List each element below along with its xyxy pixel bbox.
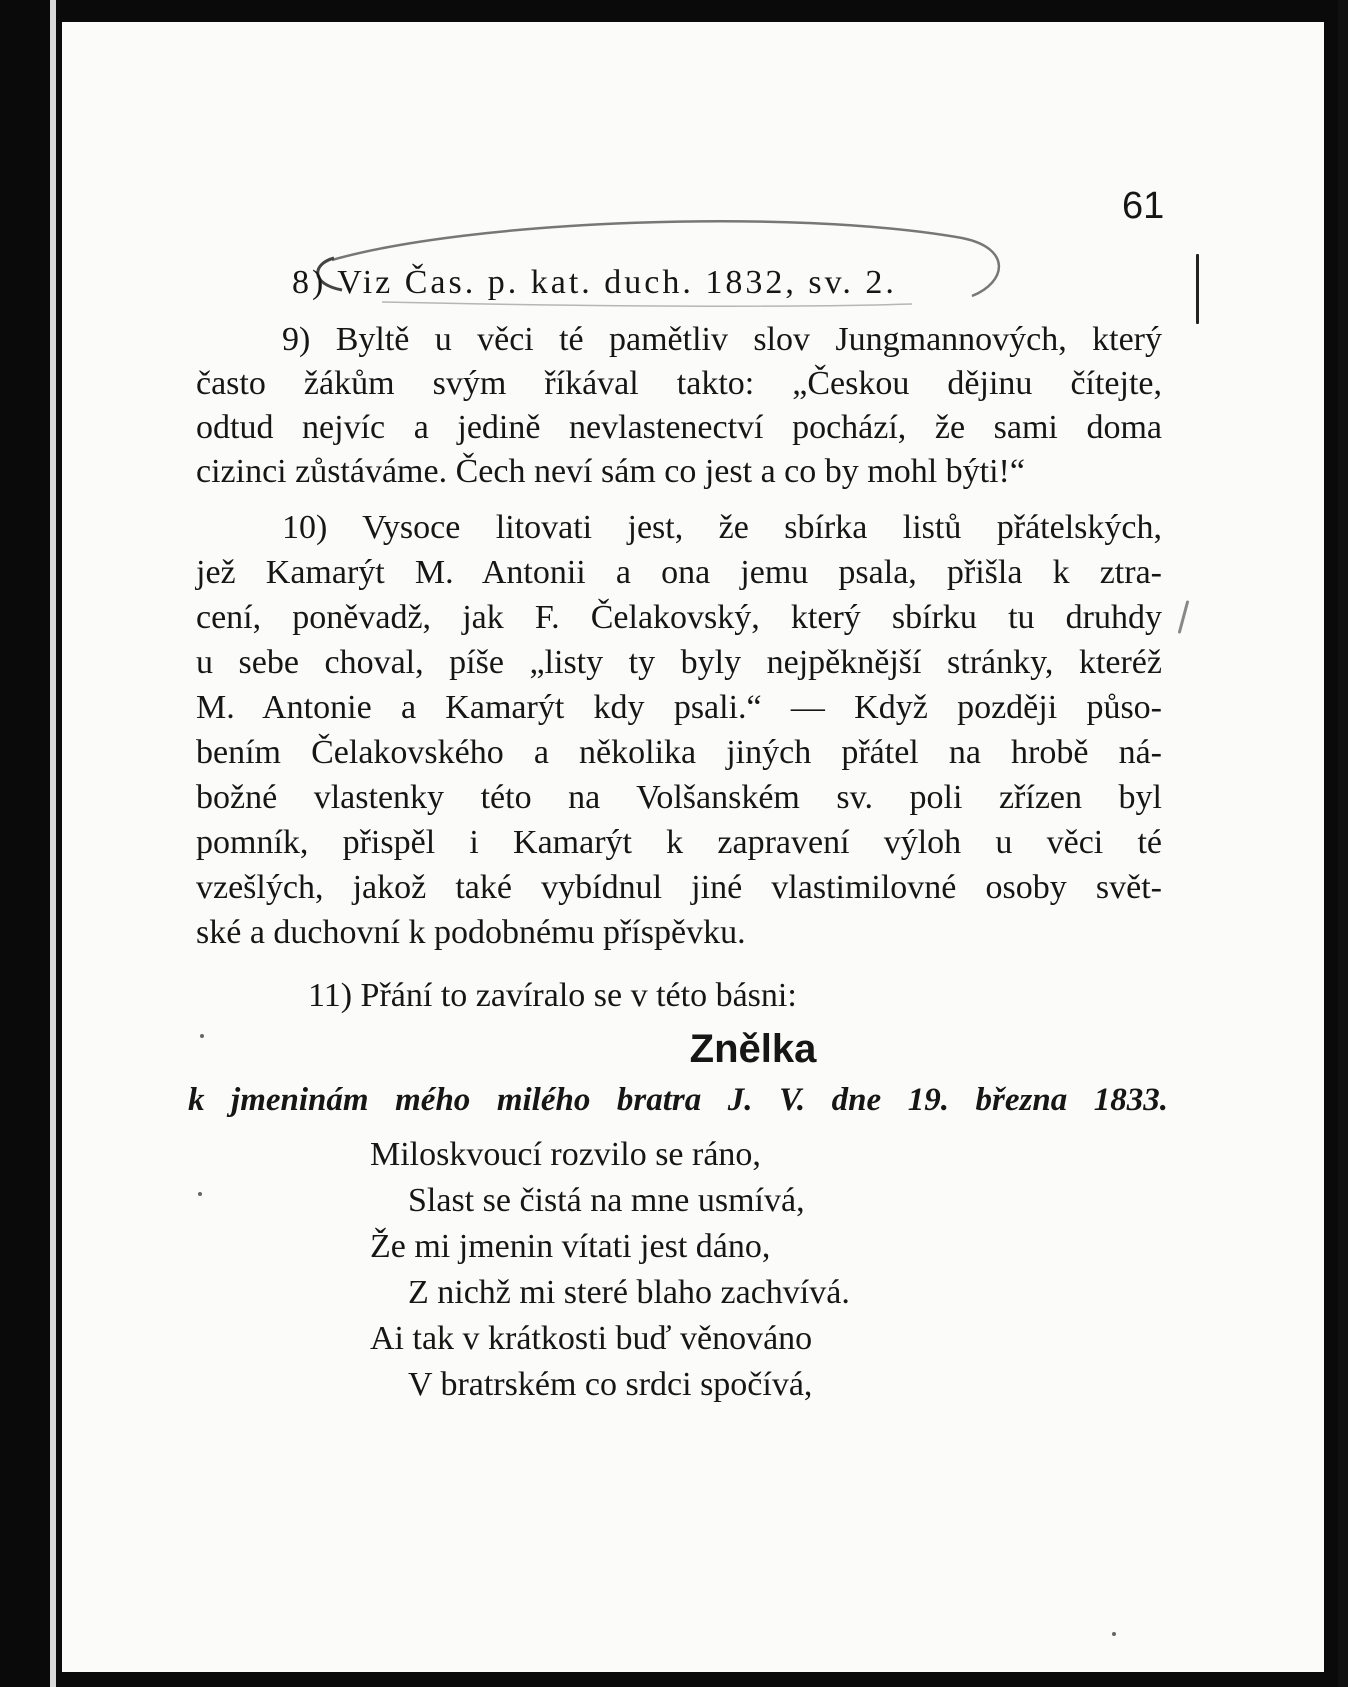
text-line: pomník, přispěl i Kamarýt k zapravení výloh u věci té xyxy=(196,824,1162,861)
text-line: bením Čelakovského a několika jiných přátel na hrobě ná- xyxy=(196,734,1162,771)
book-spine xyxy=(50,0,56,1687)
text-line: odtud nejvíc a jedině nevlastenectví pochází, že sami doma xyxy=(196,409,1162,446)
text-line: cizinci zůstáváme. Čech neví sám co jest a co by mohl býti!“ xyxy=(196,453,1025,490)
poem-verse: Slast se čistá na mne usmívá, xyxy=(408,1182,805,1219)
poem-title: Znělka xyxy=(689,1027,817,1071)
poem-verse: Že mi jmenin vítati jest dáno, xyxy=(370,1228,771,1265)
text-line: ské a duchovní k podobnému příspěvku. xyxy=(196,914,746,951)
text-line: často žákům svým říkával takto: „Českou dějinu čítejte, xyxy=(196,365,1162,402)
text-line: vzešlých, jakož také vybídnul jiné vlastimilovné osoby svět- xyxy=(196,869,1162,906)
text-line: božné vlastenky této na Volšanském sv. poli zřízen byl xyxy=(196,779,1162,816)
text-line: 9) Byltě u věci té pamětliv slov Jungmannových, který xyxy=(282,321,1162,358)
text-line: u sebe choval, píše „listy ty byly nejpěknější stránky, kteréž xyxy=(196,644,1162,681)
text-line: cení, poněvadž, jak F. Čelakovský, který sbírku tu druhdy xyxy=(196,599,1162,636)
poem-verse: Ai tak v krátkosti buď věnováno xyxy=(370,1320,813,1357)
footnote-8: 8) Viz Čas. p. kat. duch. 1832, sv. 2. xyxy=(292,264,897,301)
text-line: 10) Vysoce litovati jest, že sbírka listů přátelských, xyxy=(282,509,1162,546)
poem-verse: V bratrském co srdci spočívá, xyxy=(408,1366,813,1403)
text-line: 11) Přání to zavíralo se v této básni: xyxy=(308,977,797,1014)
poem-verse: Z nichž mi steré blaho zachvívá. xyxy=(408,1274,850,1311)
poem-verse: Miloskvoucí rozvilo se ráno, xyxy=(370,1136,761,1173)
text-line: M. Antonie a Kamarýt kdy psali.“ — Když později půso- xyxy=(196,689,1162,726)
page-sheet xyxy=(62,22,1324,1672)
page-text xyxy=(62,22,1324,1672)
poem-subtitle: k jmeninám mého milého bratra J. V. dne 19. března 1833. xyxy=(188,1082,1168,1118)
text-line: jež Kamarýt M. Antonii a ona jemu psala, přišla k ztra- xyxy=(196,554,1162,591)
page-number: 61 xyxy=(1122,185,1165,227)
scan-edge xyxy=(1338,0,1348,1687)
